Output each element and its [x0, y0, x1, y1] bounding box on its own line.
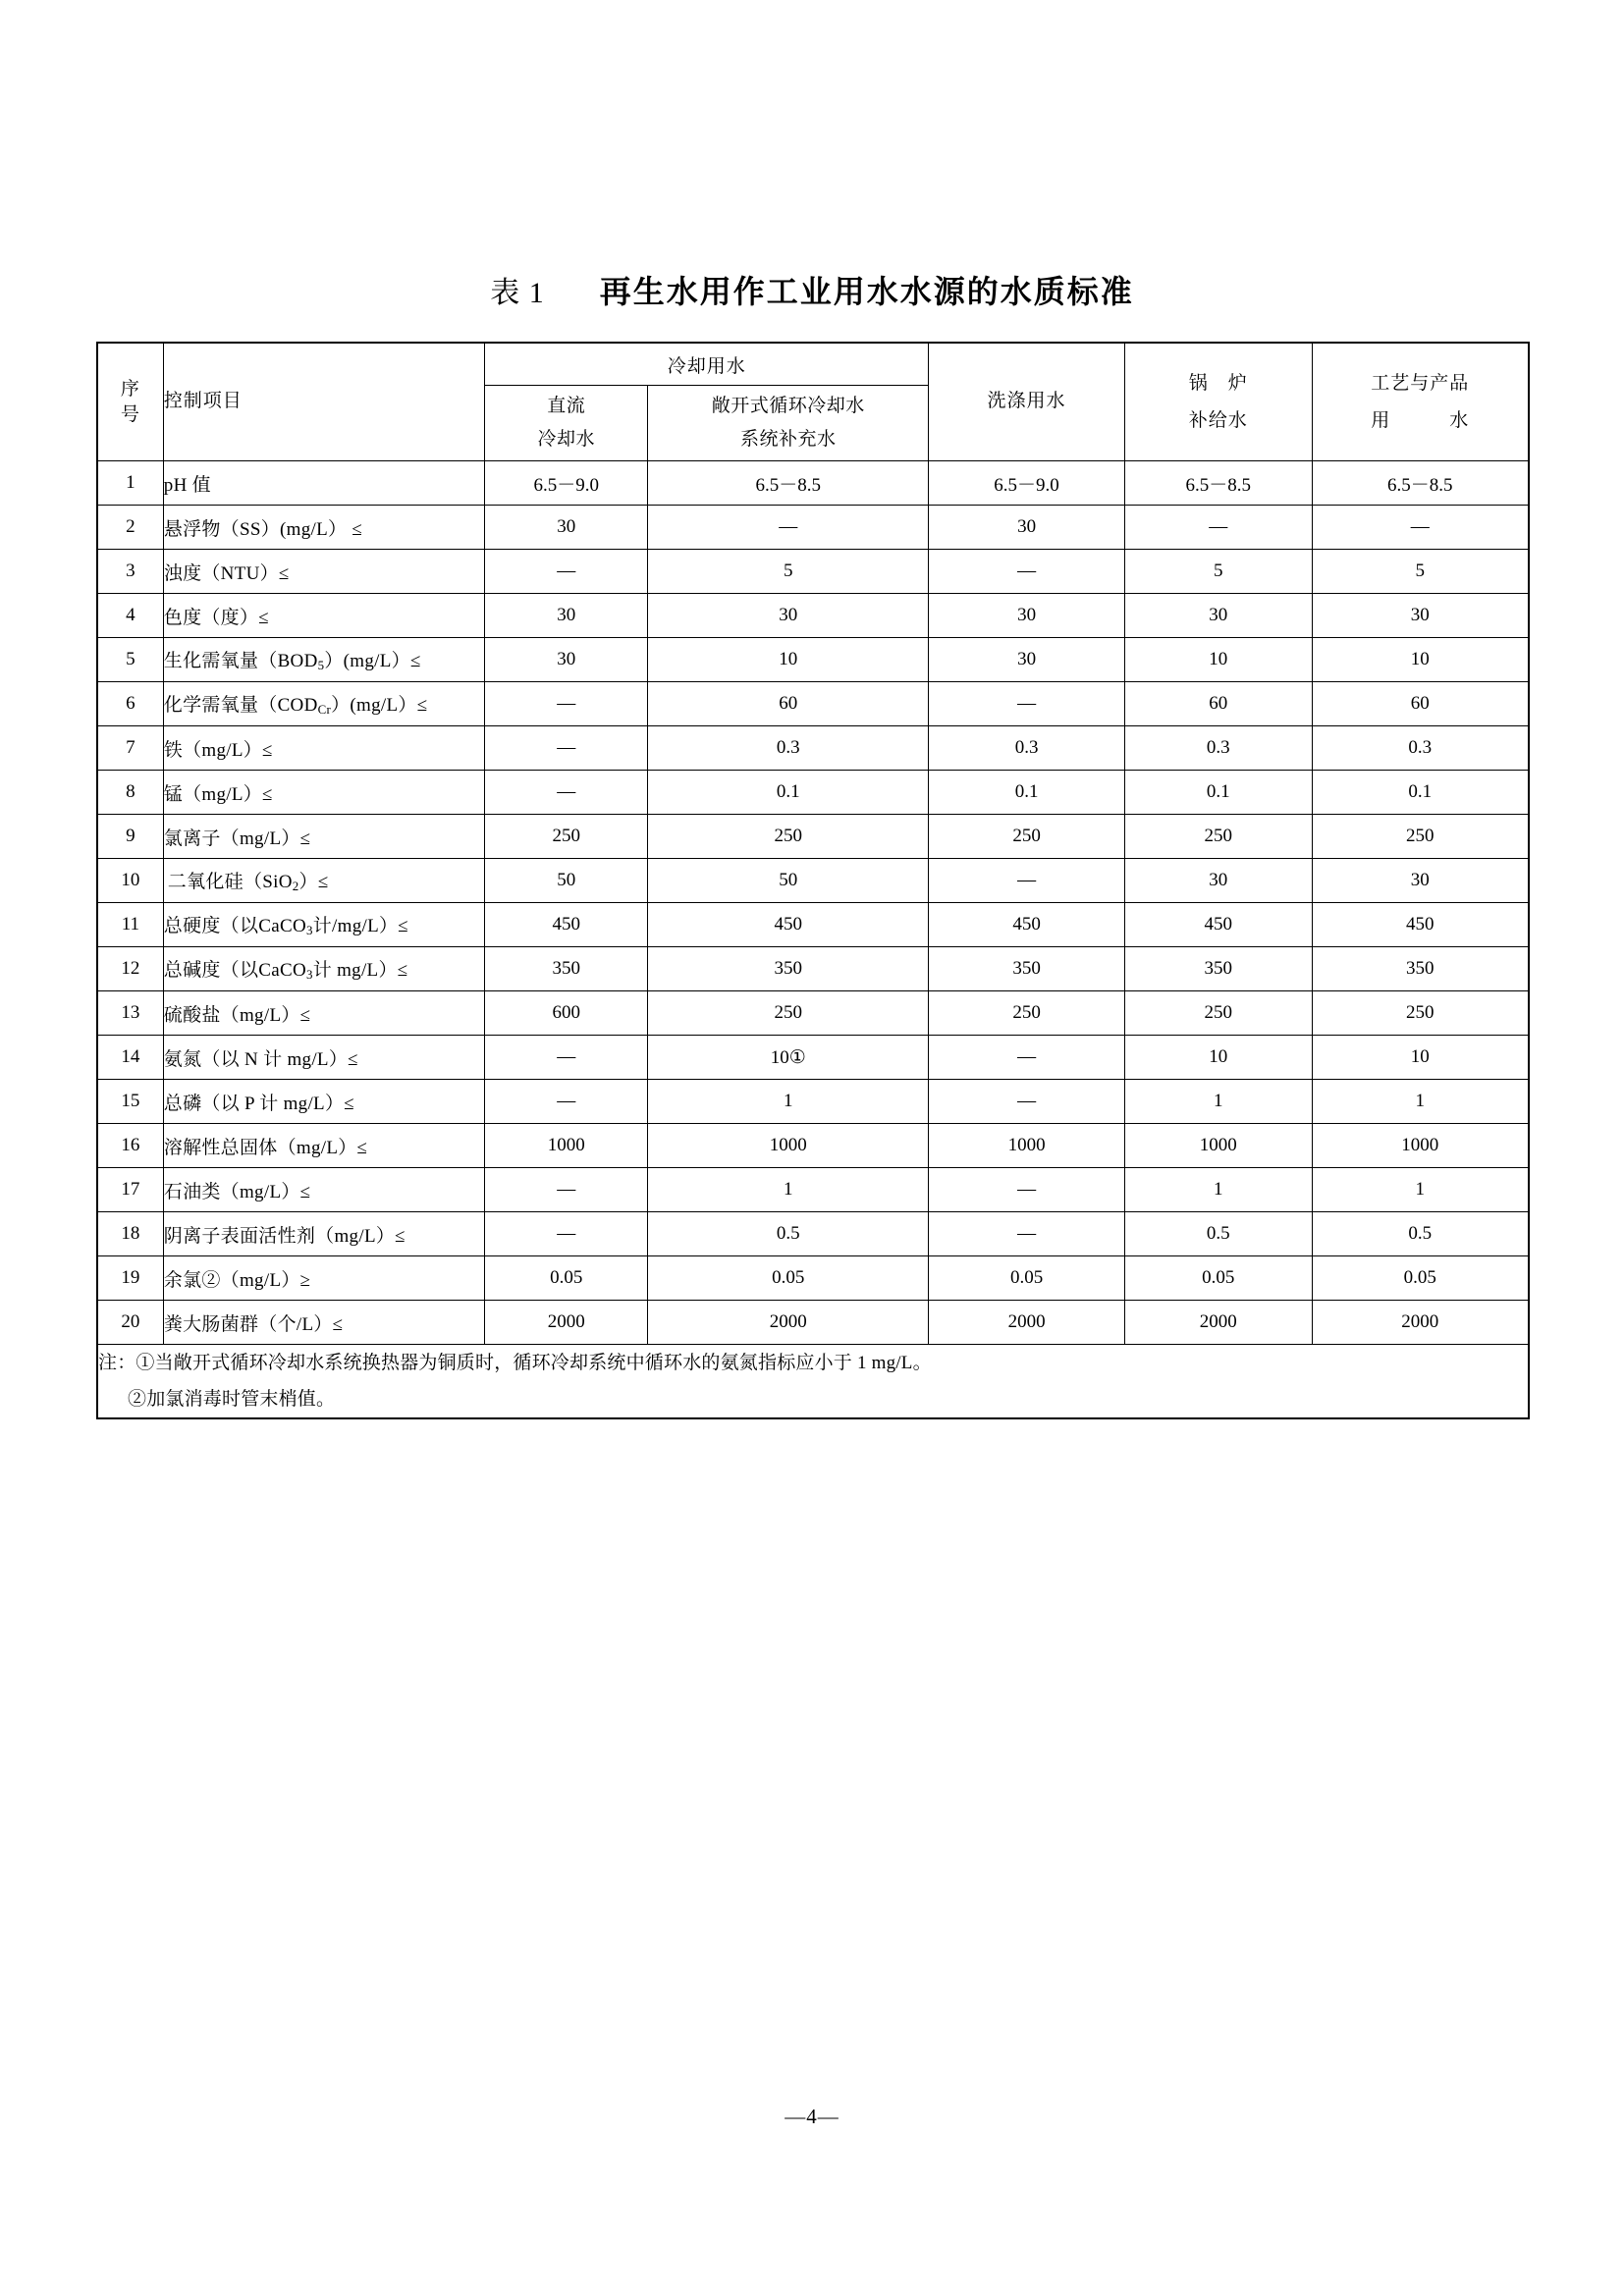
- cell-washing: —: [929, 1212, 1125, 1256]
- cell-open-recirculating: 250: [648, 991, 929, 1036]
- row-control-item: [163, 859, 484, 903]
- table-row: [97, 1168, 1529, 1212]
- cell-open-recirculating: 5: [648, 550, 929, 594]
- cell-boiler: 1000: [1124, 1124, 1312, 1168]
- row-serial-number: 4: [97, 594, 163, 638]
- cell-direct-cooling: 350: [485, 947, 648, 991]
- row-control-item: [163, 682, 484, 726]
- cell-open-recirculating: 250: [648, 815, 929, 859]
- note-row: [97, 1345, 1529, 1419]
- item-subscript: 3: [305, 922, 313, 937]
- cell-open-recirculating: 0.3: [648, 726, 929, 771]
- header-direct-cooling-water: [485, 386, 648, 461]
- table-row: [97, 726, 1529, 771]
- cell-open-recirculating: 6.5－8.5: [648, 461, 929, 506]
- cell-washing: 30: [929, 594, 1125, 638]
- table-row: [97, 594, 1529, 638]
- table-row: [97, 771, 1529, 815]
- table-row: [97, 903, 1529, 947]
- cell-process: 250: [1312, 991, 1529, 1036]
- header-washing-water: 洗涤用水: [929, 343, 1125, 461]
- cell-boiler: 10: [1124, 638, 1312, 682]
- cell-washing: 350: [929, 947, 1125, 991]
- item-text: 石油类（mg/L）≤: [163, 1181, 311, 1202]
- cell-boiler: 5: [1124, 550, 1312, 594]
- table-row: [97, 638, 1529, 682]
- cell-open-recirculating: 1: [648, 1168, 929, 1212]
- cell-open-recirculating: 30: [648, 594, 929, 638]
- note-line-2: ②加氯消毒时管末梢值。: [128, 1389, 336, 1411]
- cell-open-recirculating: 450: [648, 903, 929, 947]
- row-serial-number: 2: [97, 506, 163, 550]
- cell-open-recirculating: 60: [648, 682, 929, 726]
- row-control-item: [163, 903, 484, 947]
- cell-open-recirculating: 10: [648, 638, 929, 682]
- header-direct-line1: 直流: [547, 395, 586, 416]
- table-row: [97, 1256, 1529, 1301]
- cell-process: 0.1: [1312, 771, 1529, 815]
- cell-boiler: 250: [1124, 991, 1312, 1036]
- cell-open-recirculating: 2000: [648, 1301, 929, 1345]
- row-control-item: [163, 1301, 484, 1345]
- row-serial-number: 14: [97, 1036, 163, 1080]
- header-serial-line2: 号: [120, 403, 140, 425]
- item-text-suffix: 计 mg/L）≤: [312, 960, 408, 982]
- cell-process: 0.05: [1312, 1256, 1529, 1301]
- header-open-line1: 敞开式循环冷却水: [711, 395, 865, 416]
- row-control-item: [163, 726, 484, 771]
- cell-direct-cooling: 250: [485, 815, 648, 859]
- table-body: [97, 461, 1529, 1345]
- cell-process: 1: [1312, 1168, 1529, 1212]
- table-row: [97, 550, 1529, 594]
- note-line-1: 注：①当敞开式循环冷却水系统换热器为铜质时，循环冷却系统中循环水的氨氮指标应小于 1 mg/L。: [98, 1353, 932, 1373]
- table-row: [97, 991, 1529, 1036]
- cell-boiler: 10: [1124, 1036, 1312, 1080]
- header-open-recirculating-makeup: [648, 386, 929, 461]
- cell-direct-cooling: —: [485, 550, 648, 594]
- cell-washing: 250: [929, 815, 1125, 859]
- cell-washing: —: [929, 1080, 1125, 1124]
- cell-boiler: 6.5－8.5: [1124, 461, 1312, 506]
- header-open-line2: 系统补充水: [739, 429, 837, 450]
- item-subscript: 3: [305, 966, 313, 982]
- item-subscript: 2: [292, 878, 299, 893]
- cell-boiler: 2000: [1124, 1301, 1312, 1345]
- cell-boiler: 250: [1124, 815, 1312, 859]
- cell-washing: —: [929, 682, 1125, 726]
- item-subscript: 5: [317, 657, 325, 672]
- cell-washing: —: [929, 1168, 1125, 1212]
- header-process-line2: 用 水: [1371, 409, 1470, 431]
- cell-washing: 30: [929, 638, 1125, 682]
- row-serial-number: 15: [97, 1080, 163, 1124]
- row-serial-number: 9: [97, 815, 163, 859]
- cell-direct-cooling: 1000: [485, 1124, 648, 1168]
- cell-direct-cooling: —: [485, 726, 648, 771]
- row-serial-number: 10: [97, 859, 163, 903]
- header-boiler-line2: 补给水: [1188, 409, 1248, 431]
- item-text: 溶解性总固体（mg/L）≤: [163, 1137, 368, 1158]
- cell-process: 5: [1312, 550, 1529, 594]
- cell-direct-cooling: 6.5－9.0: [485, 461, 648, 506]
- item-text: pH 值: [163, 474, 211, 496]
- cell-open-recirculating: 1000: [648, 1124, 929, 1168]
- cell-process: 10: [1312, 1036, 1529, 1080]
- cell-open-recirculating: 10①: [648, 1036, 929, 1080]
- row-control-item: [163, 1080, 484, 1124]
- header-boiler-line1: 锅 炉: [1188, 372, 1248, 394]
- cell-washing: 2000: [929, 1301, 1125, 1345]
- cell-direct-cooling: —: [485, 1036, 648, 1080]
- item-text: 二氧化硅（SiO: [167, 872, 293, 893]
- row-control-item: [163, 1256, 484, 1301]
- item-text: 阴离子表面活性剂（mg/L）≤: [163, 1225, 406, 1247]
- cell-washing: 0.3: [929, 726, 1125, 771]
- cell-boiler: 1: [1124, 1168, 1312, 1212]
- water-quality-table: [96, 342, 1530, 1419]
- cell-open-recirculating: 0.05: [648, 1256, 929, 1301]
- cell-direct-cooling: —: [485, 682, 648, 726]
- table-row: [97, 1080, 1529, 1124]
- cell-boiler: 30: [1124, 594, 1312, 638]
- cell-process: 450: [1312, 903, 1529, 947]
- item-text-suffix: ≤: [347, 518, 363, 540]
- item-text-suffix: ）(mg/L）≤: [331, 695, 428, 717]
- row-serial-number: 19: [97, 1256, 163, 1301]
- header-serial-line1: 序: [120, 378, 140, 400]
- item-text: 锰（mg/L）≤: [163, 783, 273, 805]
- item-text-suffix: 计/mg/L）≤: [312, 916, 409, 937]
- cell-process: 250: [1312, 815, 1529, 859]
- cell-boiler: 0.1: [1124, 771, 1312, 815]
- cell-boiler: 0.5: [1124, 1212, 1312, 1256]
- row-serial-number: 16: [97, 1124, 163, 1168]
- item-text: 总硬度（以CaCO: [163, 916, 306, 937]
- row-control-item: [163, 815, 484, 859]
- cell-washing: 1000: [929, 1124, 1125, 1168]
- header-row-1: [97, 343, 1529, 386]
- header-cooling-water-group: 冷却用水: [485, 343, 929, 386]
- cell-washing: 6.5－9.0: [929, 461, 1125, 506]
- row-control-item: [163, 947, 484, 991]
- table-header: [97, 343, 1529, 461]
- row-serial-number: 1: [97, 461, 163, 506]
- cell-boiler: 30: [1124, 859, 1312, 903]
- table-row: [97, 506, 1529, 550]
- water-quality-table-container: [96, 342, 1530, 1419]
- row-control-item: [163, 638, 484, 682]
- cell-direct-cooling: —: [485, 771, 648, 815]
- item-text: 色度（度）≤: [163, 607, 270, 628]
- cell-boiler: 0.3: [1124, 726, 1312, 771]
- cell-process: 30: [1312, 859, 1529, 903]
- item-text: 硫酸盐（mg/L）≤: [163, 1004, 311, 1026]
- cell-process: 6.5－8.5: [1312, 461, 1529, 506]
- cell-process: 0.3: [1312, 726, 1529, 771]
- item-text: 生化需氧量（BOD: [163, 651, 318, 672]
- item-text: 总碱度（以CaCO: [163, 960, 306, 982]
- table-caption-title: 再生水用作工业用水水源的水质标准: [599, 274, 1134, 309]
- cell-process: 30: [1312, 594, 1529, 638]
- cell-direct-cooling: 0.05: [485, 1256, 648, 1301]
- table-row: [97, 1124, 1529, 1168]
- item-text: 悬浮物（SS）(mg/L）: [163, 518, 348, 540]
- cell-process: 0.5: [1312, 1212, 1529, 1256]
- cell-process: 1: [1312, 1080, 1529, 1124]
- cell-boiler: —: [1124, 506, 1312, 550]
- row-serial-number: 18: [97, 1212, 163, 1256]
- cell-direct-cooling: —: [485, 1168, 648, 1212]
- table-row: [97, 1036, 1529, 1080]
- cell-washing: 0.1: [929, 771, 1125, 815]
- table-row: [97, 859, 1529, 903]
- cell-process: 2000: [1312, 1301, 1529, 1345]
- cell-process: 1000: [1312, 1124, 1529, 1168]
- table-footer: [97, 1345, 1529, 1419]
- header-control-item: 控制项目: [163, 343, 484, 461]
- row-serial-number: 13: [97, 991, 163, 1036]
- row-serial-number: 5: [97, 638, 163, 682]
- cell-direct-cooling: 30: [485, 638, 648, 682]
- item-text: 氯离子（mg/L）≤: [163, 828, 311, 849]
- table-row: [97, 682, 1529, 726]
- item-text: 铁（mg/L）≤: [163, 739, 273, 761]
- cell-washing: 30: [929, 506, 1125, 550]
- cell-process: 60: [1312, 682, 1529, 726]
- cell-direct-cooling: 30: [485, 594, 648, 638]
- row-control-item: [163, 506, 484, 550]
- item-text: 浊度（NTU）≤: [163, 562, 290, 584]
- cell-process: —: [1312, 506, 1529, 550]
- cell-boiler: 350: [1124, 947, 1312, 991]
- table-row: [97, 1301, 1529, 1345]
- page-number: —4—: [785, 2105, 839, 2128]
- row-control-item: [163, 550, 484, 594]
- row-control-item: [163, 1212, 484, 1256]
- cell-direct-cooling: 450: [485, 903, 648, 947]
- header-process-product-water: [1312, 343, 1529, 461]
- cell-direct-cooling: —: [485, 1212, 648, 1256]
- row-control-item: [163, 461, 484, 506]
- table-row: [97, 1212, 1529, 1256]
- row-control-item: [163, 771, 484, 815]
- row-control-item: [163, 1124, 484, 1168]
- cell-direct-cooling: —: [485, 1080, 648, 1124]
- cell-direct-cooling: 2000: [485, 1301, 648, 1345]
- cell-washing: 0.05: [929, 1256, 1125, 1301]
- cell-open-recirculating: 0.5: [648, 1212, 929, 1256]
- cell-open-recirculating: 1: [648, 1080, 929, 1124]
- row-serial-number: 20: [97, 1301, 163, 1345]
- cell-boiler: 0.05: [1124, 1256, 1312, 1301]
- cell-direct-cooling: 600: [485, 991, 648, 1036]
- cell-open-recirculating: 350: [648, 947, 929, 991]
- item-subscript: Cr: [317, 701, 332, 717]
- cell-open-recirculating: 50: [648, 859, 929, 903]
- header-boiler-makeup-water: [1124, 343, 1312, 461]
- cell-boiler: 1: [1124, 1080, 1312, 1124]
- item-text: 氨氮（以 N 计 mg/L）≤: [163, 1048, 358, 1070]
- cell-boiler: 60: [1124, 682, 1312, 726]
- header-direct-line2: 冷却水: [537, 429, 596, 450]
- cell-washing: 250: [929, 991, 1125, 1036]
- table-caption: [0, 267, 1624, 312]
- cell-process: 10: [1312, 638, 1529, 682]
- cell-open-recirculating: 0.1: [648, 771, 929, 815]
- table-caption-label: 表 1: [490, 277, 545, 309]
- table-row: [97, 461, 1529, 506]
- item-text: 化学需氧量（COD: [163, 695, 318, 717]
- item-text-suffix: ）≤: [298, 872, 329, 893]
- row-serial-number: 3: [97, 550, 163, 594]
- cell-washing: —: [929, 550, 1125, 594]
- row-control-item: [163, 594, 484, 638]
- row-control-item: [163, 1168, 484, 1212]
- row-serial-number: 6: [97, 682, 163, 726]
- row-serial-number: 8: [97, 771, 163, 815]
- item-text: 余氯②（mg/L）≥: [163, 1269, 311, 1291]
- item-text: 总磷（以 P 计 mg/L）≤: [163, 1093, 354, 1114]
- row-serial-number: 17: [97, 1168, 163, 1212]
- cell-boiler: 450: [1124, 903, 1312, 947]
- cell-washing: 450: [929, 903, 1125, 947]
- row-control-item: [163, 991, 484, 1036]
- table-notes: [97, 1345, 1529, 1419]
- row-serial-number: 11: [97, 903, 163, 947]
- cell-direct-cooling: 50: [485, 859, 648, 903]
- row-control-item: [163, 1036, 484, 1080]
- item-text: 粪大肠菌群（个/L）≤: [163, 1313, 344, 1335]
- cell-open-recirculating: —: [648, 506, 929, 550]
- table-row: [97, 947, 1529, 991]
- header-serial-number: [97, 343, 163, 461]
- header-process-line1: 工艺与产品: [1371, 372, 1470, 394]
- cell-direct-cooling: 30: [485, 506, 648, 550]
- table-row: [97, 815, 1529, 859]
- cell-washing: —: [929, 1036, 1125, 1080]
- row-serial-number: 12: [97, 947, 163, 991]
- item-text-suffix: ）(mg/L）≤: [324, 651, 421, 672]
- row-serial-number: 7: [97, 726, 163, 771]
- cell-process: 350: [1312, 947, 1529, 991]
- cell-washing: —: [929, 859, 1125, 903]
